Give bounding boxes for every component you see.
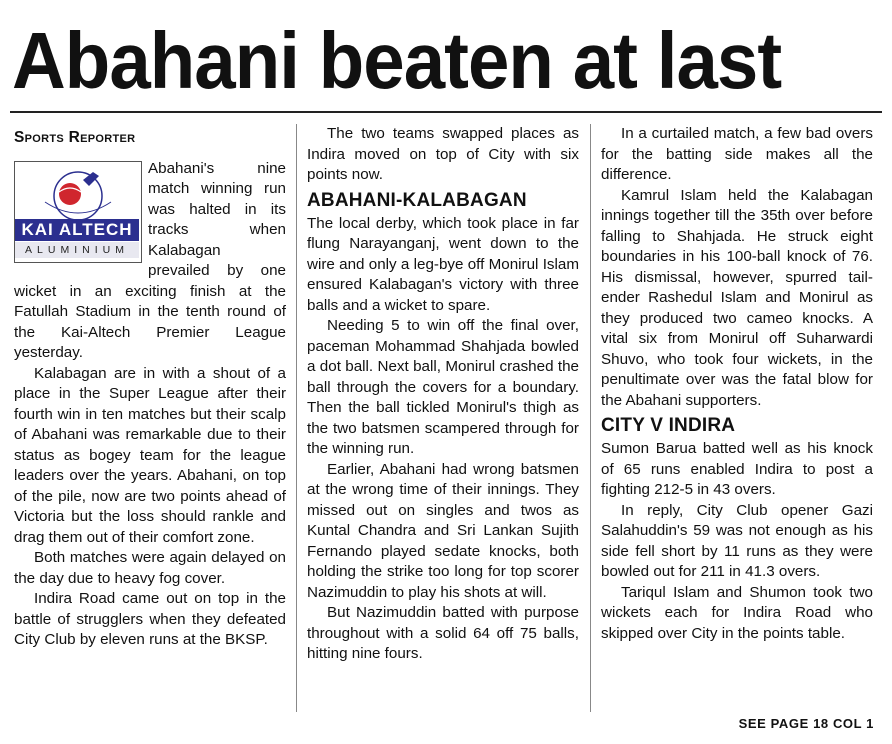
paragraph: But Nazimuddin batted with purpose throughout with a solid 64 off 75 balls, hitting nine fours. (307, 604, 579, 662)
section-subhead: CITY V INDIRA (601, 415, 736, 436)
logo-sub-text: ALUMINIUM (15, 242, 139, 258)
byline: Sports Reporter (14, 129, 136, 146)
cricket-ball-logo-icon (15, 162, 141, 222)
paragraph: Both matches were again delayed on the day due to heavy fog cover. (14, 549, 286, 587)
paragraph: Earlier, Abahani had wrong batsmen at the wrong time of their innings. They missed out on singles and twos as Kuntal Chandra and Sri Lankan Sujith Fernando played sedate knocks, both holding the strike too long for top scorer Nazimuddin to play his shots at will. (307, 460, 579, 601)
paragraph: Abahani's nine match winning run was halted in its tracks when Kalabagan prevailed by one wicket in an exciting finish at the Fatullah Stadium in the tenth round of the Kai-Altech Premier League yesterday. (14, 159, 286, 361)
paragraph: In reply, City Club opener Gazi Salahuddin's 59 was not enough as his side fell short by 11 runs as they were bowled out for 211 in 41.3 overs. (601, 501, 873, 580)
paragraph: Indira Road came out on top in the battle of strugglers when they defeated City Club by eleven runs at the BKSP. (14, 590, 286, 648)
article-column-1 (14, 124, 286, 724)
column-divider (590, 124, 591, 712)
section-subhead: ABAHANI-KALABAGAN (307, 189, 527, 211)
article-column-2 (307, 124, 579, 724)
headline: Abahani beaten at last (12, 16, 782, 105)
headline-rule (10, 111, 882, 113)
sponsor-logo (14, 161, 142, 263)
paragraph: Sumon Barua batted well as his knock of 65 runs enabled Indira to post a fighting 212-5 in 43 overs. (601, 440, 873, 498)
column-divider (296, 124, 297, 712)
paragraph: Kamrul Islam held the Kalabagan innings together till the 35th over before falling to Shahjada. He struck eight boundaries in his 100-ball knock of 76. His dismissal, however, spurred tail-ender Rashedul Islam and Monirul as they produced two cameo knocks. A vital six from Monirul off Suharwardi Shuvo, who took four wickets, in the penultimate over was the fatal blow for the Abahani supporters. (601, 186, 873, 409)
paragraph: The two teams swapped places as Indira moved on top of City with six points now. (307, 125, 579, 183)
paragraph: The local derby, which took place in far flung Narayanganj, went down to the wire and only a leg-bye off Monirul Islam ensured Kalabagan's victory with three balls and a wicket to spare. (307, 214, 579, 314)
paragraph: Kalabagan are in with a shout of a place in the Super League after their fourth win in ten matches but their scalp of Abahani was remarkable due to their status as bogey team for the league leaders over the years. Abahani, on top of the pile, now are two points ahead of Victoria but the loss should rankle and drag them out of their comfort zone. (14, 364, 286, 546)
paragraph: Needing 5 to win off the final over, paceman Mohammad Shahjada bowled a dot ball. Next ball, Monirul crashed the ball through the covers for a boundary. Then the ball tickled Monirul's thigh as the two batsmen scampered through for the winning run. (307, 317, 579, 457)
logo-brand-text: KAI ALTECH (15, 219, 139, 241)
article-column-3 (601, 124, 873, 724)
continuation-note: SEE PAGE 18 COL 1 (738, 716, 874, 731)
paragraph: Tariqul Islam and Shumon took two wickets each for Indira Road who skipped over City in the points table. (601, 583, 873, 642)
paragraph: In a curtailed match, a few bad overs for the batting side makes all the difference. (601, 125, 873, 183)
